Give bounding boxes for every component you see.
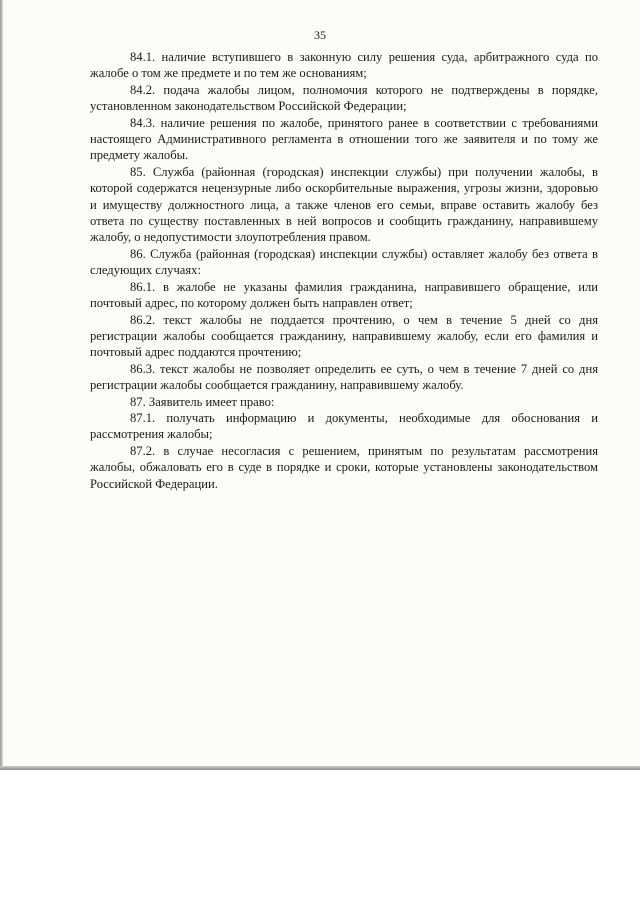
- paragraph-87: 87. Заявитель имеет право:: [130, 394, 275, 409]
- paragraph-86: 86. Служба (районная (городская) инспекции службы) оставляет жалобу без ответа в следующих случаях:: [90, 246, 598, 278]
- paragraph-85: 85. Служба (районная (городская) инспекции службы) при получении жалобы, в которой содержатся нецензурные либо оскорбительные выражения, угрозы жизни, здоровью и имуществу должностного лица, а также членов его семьи, вправе оставить жалобу без ответа по существу поставленных в ней вопросов и сообщить гражданину, направившему жалобу, о недопустимости злоупотребления правом.: [90, 164, 598, 245]
- paragraph-84-2: 84.2. подача жалобы лицом, полномочия которого не подтверждены в порядке, установленном законодательством Российской Федерации;: [90, 82, 598, 114]
- paragraph-87-1: 87.1. получать информацию и документы, необходимые для обоснования и рассмотрения жалобы;: [90, 410, 598, 442]
- document-body: [90, 49, 598, 492]
- paragraph-86-1: 86.1. в жалобе не указаны фамилия гражданина, направившего обращение, или почтовый адрес, по которому должен быть направлен ответ;: [90, 279, 598, 311]
- scan-edge-bottom: [0, 766, 640, 770]
- paragraph-86-3: 86.3. текст жалобы не позволяет определить ее суть, о чем в течение 7 дней со дня регистрации жалобы сообщается гражданину, направившему жалобу.: [90, 361, 598, 393]
- scan-edge-left: [0, 0, 3, 770]
- paragraph-84-3: 84.3. наличие решения по жалобе, принятого ранее в соответствии с требованиями настоящего Административного регламента в отношении того же заявителя и по тому же предмету жалобы.: [90, 115, 598, 163]
- paragraph-86-2: 86.2. текст жалобы не поддается прочтению, о чем в течение 5 дней со дня регистрации жалобы сообщается гражданину, направившему жалобу, если его фамилия и почтовый адрес поддаются прочтению;: [90, 312, 598, 360]
- paragraph-84-1: 84.1. наличие вступившего в законную силу решения суда, арбитражного суда по жалобе о том же предмете и по тем же основаниям;: [90, 50, 598, 81]
- paragraph-87-2: 87.2. в случае несогласия с решением, принятым по результатам рассмотрения жалобы, обжаловать его в суде в порядке и сроки, которые установлены законодательством Российской Федерации.: [90, 443, 598, 491]
- page-number: 35: [314, 28, 326, 42]
